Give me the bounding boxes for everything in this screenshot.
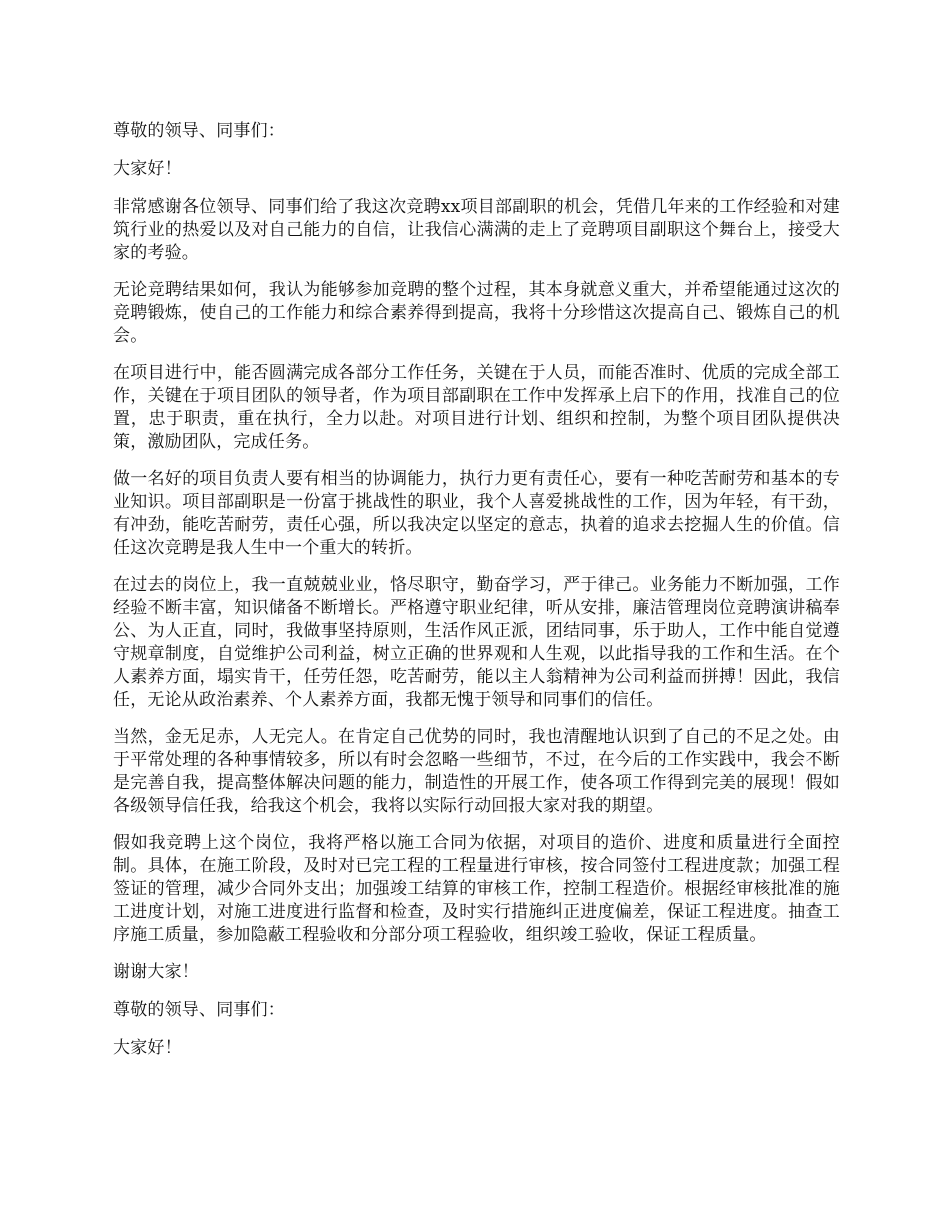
- paragraph-qualities: 做一名好的项目负责人要有相当的协调能力，执行力更有责任心，要有一种吃苦耐劳和基本的专业知识。项目部副职是一份富于挑战性的职业，我个人喜爱挑战性的工作，因为年轻，有干劲，有冲劲，能吃苦耐劳，责任心强，所以我决定以坚定的意志，执着的追求去挖掘人生的价值。信任这次竞聘是我人生中一个重大的转折。: [113, 469, 840, 558]
- paragraph-self-assessment: 当然，金无足赤，人无完人。在肯定自己优势的同时，我也清醒地认识到了自己的不足之处。由于平常处理的各种事情较多，所以有时会忽略一些细节，不过，在今后的工作实践中，我会不断是完善自我，提高整体解决问题的能力，制造性的开展工作，使各项工作得到完美的展现！假如各级领导信任我，给我这个机会，我将以实际行动回报大家对我的期望。: [113, 727, 840, 816]
- salutation: 尊敬的领导、同事们：: [113, 121, 285, 141]
- paragraph-experience: 在过去的岗位上，我一直兢兢业业，恪尽职守，勤奋学习，严于律己。业务能力不断加强，工作经验不断丰富，知识储备不断增长。严格遵守职业纪律，听从安排，廉洁管理岗位竞聘演讲稿奉公、为人正直，同时，我做事坚持原则，生活作风正派，团结同事，乐于助人，工作中能自觉遵守规章制度，自觉维护公司利益，树立正确的世界观和人生观，以此指导我的工作和生活。在个人素养方面，塌实肯干，任劳任怨，吃苦耐劳，能以主人翁精神为公司利益而拼搏！因此，我信任，无论从政治素养、个人素养方面，我都无愧于领导和同事们的信任。: [113, 575, 840, 710]
- salutation-repeat: 尊敬的领导、同事们：: [113, 1000, 285, 1020]
- greeting: 大家好！: [113, 159, 182, 179]
- paragraph-role: 在项目进行中，能否圆满完成各部分工作任务，关键在于人员，而能否准时、优质的完成全部工作，关键在于项目团队的领导者，作为项目部副职在工作中发挥承上启下的作用，找准自己的位置，忠于职责，重在执行，全力以赴。对项目进行计划、组织和控制，为整个项目团队提供决策，激励团队，完成任务。: [113, 363, 840, 452]
- closing-thanks: 谢谢大家！: [113, 962, 199, 982]
- greeting-repeat: 大家好！: [113, 1038, 182, 1058]
- paragraph-plan: 假如我竞聘上这个岗位，我将严格以施工合同为依据，对项目的造价、进度和质量进行全面控制。具体，在施工阶段，及时对已完工程的工程量进行审核，按合同签付工程进度款；加强工程签证的管理，减少合同外支出；加强竣工结算的审核工作，控制工程造价。根据经审核批准的施工进度计划，对施工进度进行监督和检查，及时实行措施纠正进度偏差，保证工程进度。抽查工序施工质量，参加隐蔽工程验收和分部分项工程验收，组织竣工验收，保证工程质量。: [113, 833, 840, 945]
- document-body: [113, 120, 840, 1075]
- paragraph-attitude: 无论竞聘结果如何，我认为能够参加竞聘的整个过程，其本身就意义重大，并希望能通过这次的竞聘锻炼，使自己的工作能力和综合素养得到提高，我将十分珍惜这次提高自己、锻炼自己的机会。: [113, 280, 840, 346]
- paragraph-thanks: 非常感谢各位领导、同事们给了我这次竞聘xx项目部副职的机会，凭借几年来的工作经验和对建筑行业的热爱以及对自己能力的自信，让我信心满满的走上了竞聘项目副职这个舞台上，接受大家的考验。: [113, 197, 840, 263]
